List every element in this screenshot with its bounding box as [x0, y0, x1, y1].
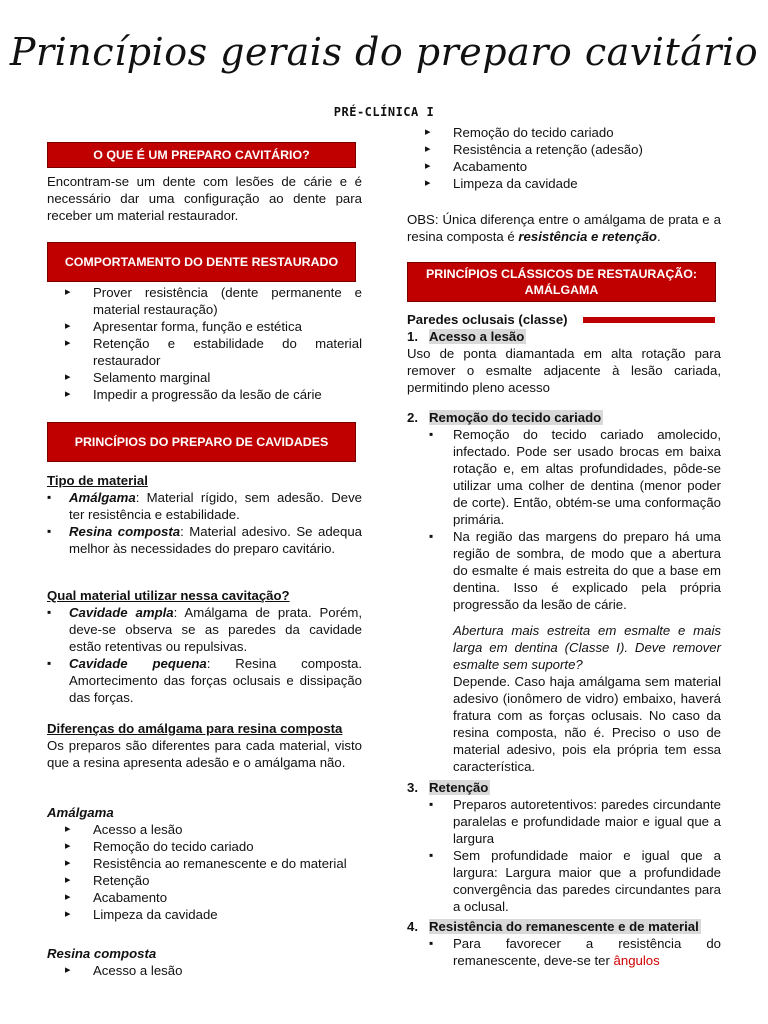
tipo-material-list	[47, 489, 362, 557]
step-2-qa	[407, 622, 721, 775]
step-title: Resistência do remanescente e de material	[429, 919, 699, 934]
list-item: ▸ Acabamento	[47, 889, 362, 906]
step-title: Retenção	[429, 780, 489, 795]
amalgama-block	[47, 804, 362, 923]
definition: : Material adesivo. Se adequa melhor às necessidades do preparo cavitário.	[69, 524, 362, 556]
tipo-material-block	[47, 472, 362, 557]
step-2-heading	[407, 409, 721, 426]
list-item: ▸ Prover resistência (dente permanente e material restauração)	[47, 284, 362, 318]
resina-list	[47, 962, 362, 979]
term: Amálgama	[69, 490, 136, 505]
list-item: ▸ Apresentar forma, função e estética	[47, 318, 362, 335]
list-item: ▸ Resistência a retenção (adesão)	[407, 141, 721, 158]
list-item: ▸ Limpeza da cavidade	[407, 175, 721, 192]
step-3-list	[407, 796, 721, 915]
step-2-list	[407, 426, 721, 613]
definition: : Material rígido, sem adesão. Deve ter resistência e estabilidade.	[69, 490, 362, 522]
red-divider	[583, 317, 715, 323]
step-number: 3.	[407, 780, 418, 795]
step-3-block	[407, 779, 721, 915]
resina-block	[47, 945, 362, 979]
qual-material-list	[47, 604, 362, 706]
step-4-block	[407, 918, 721, 969]
step-number: 4.	[407, 919, 418, 934]
list-item	[407, 935, 721, 969]
term: Cavidade pequena	[69, 656, 207, 671]
list-item: ▸ Remoção do tecido cariado	[47, 838, 362, 855]
step-number: 2.	[407, 410, 418, 425]
list-item: ▸ Resistência ao remanescente e do material	[47, 855, 362, 872]
list-item: ▸ Remoção do tecido cariado	[407, 124, 721, 141]
step-2-block	[407, 409, 721, 775]
term: Resina composta	[69, 524, 181, 539]
step-4-heading	[407, 918, 721, 935]
step-number: 1.	[407, 329, 418, 344]
amalgama-list	[47, 821, 362, 923]
obs-text: OBS: Única diferença entre o amálgama de prata e a resina composta é	[407, 212, 721, 244]
list-item: ▸ Retenção e estabilidade do material restaurador	[47, 335, 362, 369]
page-title: Princípios gerais do preparo cavitário	[9, 30, 759, 74]
diferencas-heading: Diferenças do amálgama para resina composta	[47, 721, 343, 736]
amalgama-heading: Amálgama	[47, 805, 114, 820]
obs-emphasis: resistência e retenção	[518, 229, 657, 244]
definition-paragraph: Encontram-se um dente com lesões de cárie e é necessário dar uma configuração ao dente para receber um material restaurador.	[47, 174, 362, 223]
tipo-material-heading: Tipo de material	[47, 473, 148, 488]
qual-material-heading: Qual material utilizar nessa cavitação?	[47, 588, 290, 603]
step-4-list	[407, 935, 721, 969]
list-item: ▪ Na região das margens do preparo há uma região de sombra, de modo que a abertura do esmalte é mais estreita do que a base em dentina. Isso é explicado pela própria progressão da lesão de cárie.	[407, 528, 721, 613]
list-item: ▸ Acesso a lesão	[47, 821, 362, 838]
qual-material-block	[47, 587, 362, 706]
definition: : Amálgama de prata. Porém, deve-se observa se as paredes da cavidade estão retentivas ou repulsivas.	[69, 605, 362, 654]
section-header-comportamento: COMPORTAMENTO DO DENTE RESTAURADO	[47, 242, 356, 282]
definition: : Resina composta. Amortecimento das forças oclusais e dissipação das forças.	[69, 656, 362, 705]
page-subtitle: PRÉ-CLÍNICA I	[333, 105, 435, 119]
step-title: Remoção do tecido cariado	[429, 410, 602, 425]
list-item: ▪ Sem profundidade maior e igual que a largura: Largura maior que a profundidade convergência das paredes circundantes para a oclusal.	[407, 847, 721, 915]
step-4-text: Para favorecer a resistência do remanescente, deve-se ter	[453, 936, 721, 968]
step-1-block	[407, 328, 721, 396]
step-1-text: Uso de ponta diamantada em alta rotação para remover o esmalte adjacente à lesão cariada, permitindo pleno acesso	[407, 346, 721, 395]
list-item	[47, 489, 362, 523]
obs-paragraph	[407, 211, 721, 245]
term: Cavidade ampla	[69, 605, 174, 620]
list-item	[47, 523, 362, 557]
list-item: ▪ Remoção do tecido cariado amolecido, infectado. Pode ser usado brocas em baixa rotação e, em altas profundidades, pôde-se utilizar uma colher de dentina (menor poder de corte). Então, obtém-se uma conformação primária.	[407, 426, 721, 528]
resina-list-continued	[407, 124, 721, 192]
step-3-heading	[407, 779, 721, 796]
list-item	[47, 655, 362, 706]
list-item: ▸ Impedir a progressão da lesão de cárie	[47, 386, 362, 403]
list-item: ▪ Preparos autoretentivos: paredes circundante paralelas e profundidade maior e igual que a largura	[407, 796, 721, 847]
list-item: ▸ Selamento marginal	[47, 369, 362, 386]
section-header-principios-preparo: PRINCÍPIOS DO PREPARO DE CAVIDADES	[47, 422, 356, 462]
obs-end: .	[656, 229, 661, 244]
comportamento-list	[47, 284, 362, 403]
step-1-heading	[407, 328, 721, 345]
diferencas-block	[47, 720, 362, 771]
step-2-answer: Depende. Caso haja amálgama sem material adesivo (ionômero de vidro) embaixo, haverá fratura com as forças oclusais. No caso da resina composta, não é. Preciso o uso de material adesivo, pois ela própria tem essa característica.	[453, 674, 721, 774]
section-header-principios-classicos: PRINCÍPIOS CLÁSSICOS DE RESTAURAÇÃO: AMÁLGAMA	[407, 262, 716, 302]
list-item: ▸ Retenção	[47, 872, 362, 889]
resina-heading: Resina composta	[47, 946, 157, 961]
step-2-question: Abertura mais estreita em esmalte e mais larga em dentina (Classe I). Deve remover esmalte sem suporte?	[453, 623, 721, 672]
list-item: ▸ Acabamento	[407, 158, 721, 175]
step-4-red-term: ângulos	[613, 953, 660, 968]
diferencas-paragraph: Os preparos são diferentes para cada material, visto que a resina apresenta adesão e o amálgama não.	[47, 738, 362, 770]
list-item: ▸ Acesso a lesão	[47, 962, 362, 979]
list-item: ▸ Limpeza da cavidade	[47, 906, 362, 923]
list-item	[47, 604, 362, 655]
section-header-o-que-e: O QUE É UM PREPARO CAVITÁRIO?	[47, 142, 356, 168]
paredes-heading: Paredes oclusais (classe)	[407, 312, 568, 327]
step-title: Acesso a lesão	[429, 329, 525, 344]
